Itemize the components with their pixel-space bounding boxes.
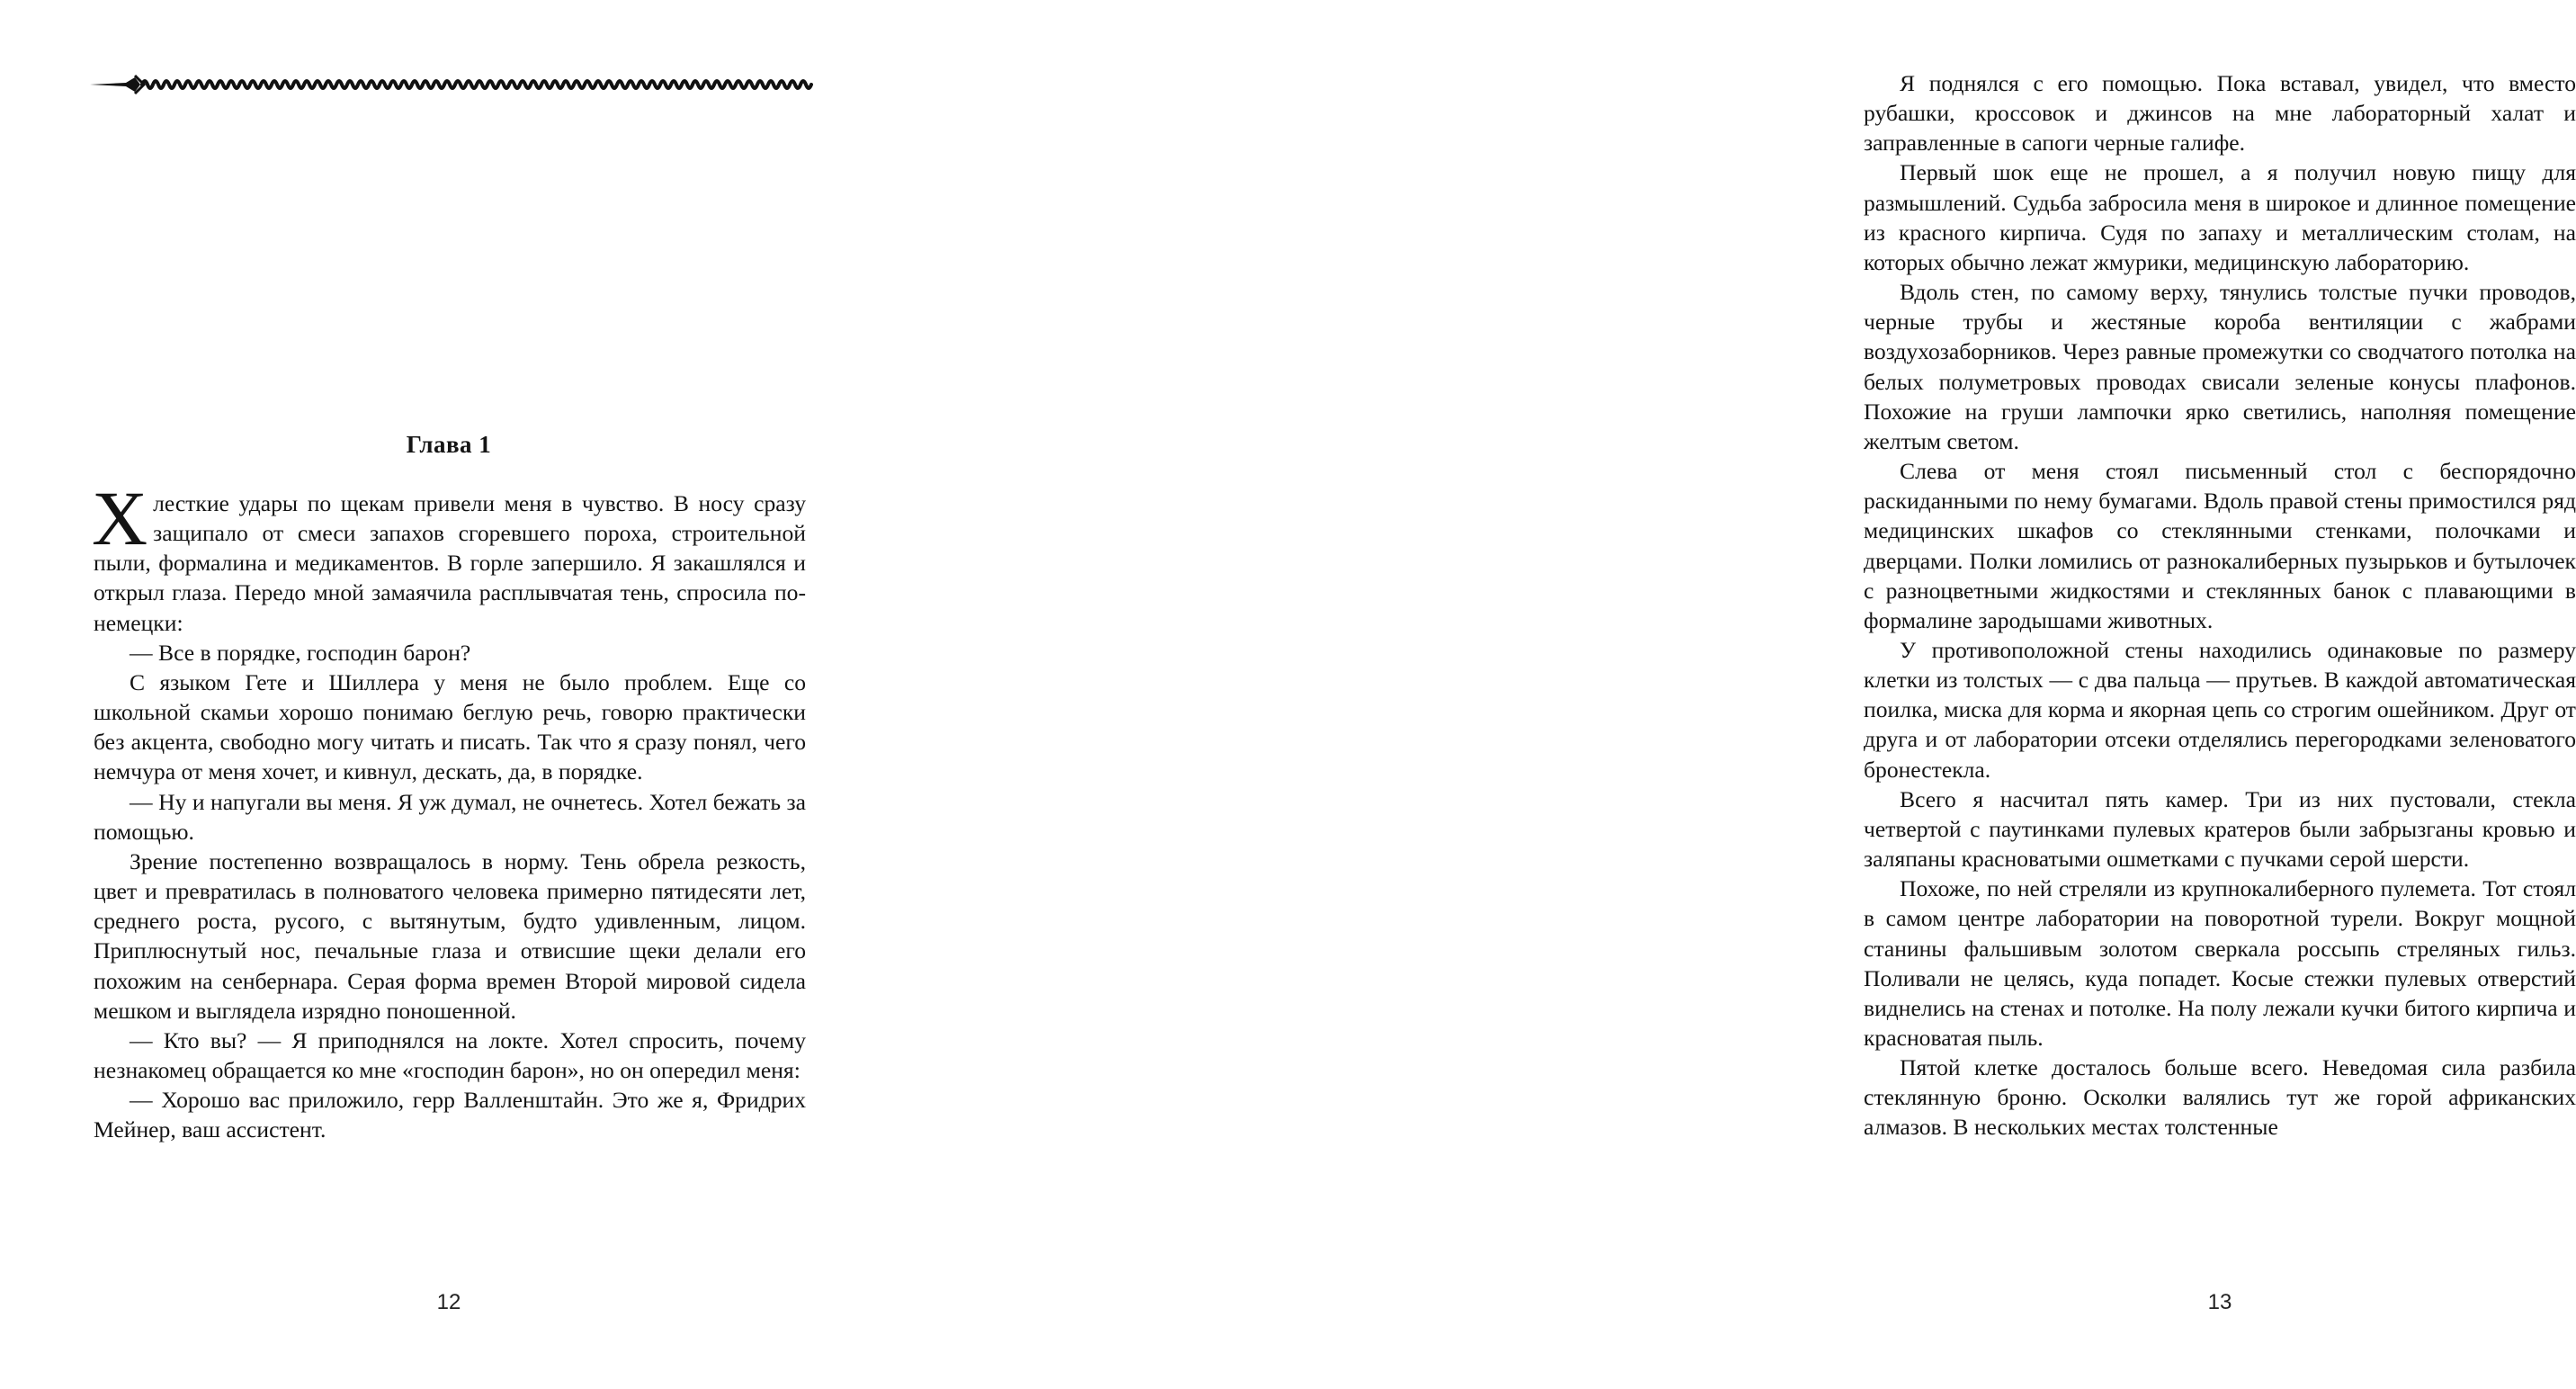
paragraph: Похоже, по ней стреляли из крупнокалиберного пулемета. Тот стоял в самом центре лаборатории на поворотной турели. Вокруг мощной станины фальшивым золотом сверкала россыпь стреляных гильз. Поливали не целясь, куда попадет. Косые стежки пулевых отверстий виднелись на стенах и потолке. На полу лежали кучки битого кирпича и красноватая пыль. — [1864, 875, 2576, 1051]
paragraph: — Хорошо вас приложило, герр Валленштайн. Это же я, Фридрих Мейнер, ваш ассистент. — [94, 1087, 806, 1143]
paragraph: Я поднялся с его помощью. Пока вставал, увидел, что вместо рубашки, кроссовок и джинсов на мне лабораторный халат и заправленные в сапоги черные галифе. — [1864, 70, 2576, 157]
right-page-text — [1864, 68, 2576, 1143]
paragraph: У противоположной стены находились одинаковые по размеру клетки из толстых — с два пальца — прутьев. В каждой автоматическая поилка, миска для корма и якорная цепь со строгим ошейником. Друг от друга и от лаборатории отсеки отделялись перегородками зеленоватого бронестекла. — [1864, 636, 2576, 783]
paragraph: Зрение постепенно возвращалось в норму. Тень обрела резкость, цвет и превратилась в полноватого человека примерно пятидесяти лет, среднего роста, русого, с вытянутым, будто удивленным, лицом. Приплюснутый нос, печальные глаза и отвисшие щеки делали его похожим на сенбернара. Серая форма времен Второй мировой сидела мешком и выглядела изрядно поношенной. — [94, 847, 806, 1024]
chapter-title: Глава 1 — [406, 431, 492, 458]
page-number-right: 13 — [2207, 1290, 2232, 1314]
paragraph-text: лесткие удары по щекам привели меня в чувство. В носу сразу защипало от смеси запахов сгоревшего пороха, строительной пыли, формалина и медикаментов. В горле запершило. Я закашлялся и открыл глаза. Передо мной замаячила расплывчатая тень, спросила по-немецки: — [94, 490, 806, 636]
right-page — [885, 0, 2576, 1389]
paragraph: Пятой клетке досталось больше всего. Неведомая сила разбила стеклянную броню. Осколки валялись тут же горой африканских алмазов. В нескольких местах толстенные — [1864, 1054, 2576, 1141]
left-page — [0, 0, 885, 1389]
page-number-left: 12 — [436, 1290, 461, 1314]
paragraph: — Все в порядке, господин барон? — [130, 639, 471, 666]
paragraph: — Ну и напугали вы меня. Я уж думал, не очнетесь. Хотел бежать за помощью. — [94, 788, 806, 845]
paragraph: С языком Гете и Шиллера у меня не было проблем. Еще со школьной скамьи хорошо понимаю беглую речь, говорю практически без акцента, свободно могу читать и писать. Так что я сразу понял, чего немчура от меня хочет, и кивнул, дескать, да, в порядке. — [94, 668, 806, 785]
paragraph: Всего я насчитал пять камер. Три из них пустовали, стекла четвертой с паутинками пулевых кратеров были забрызганы кровью и заляпаны красноватыми ошметками с пучками серой шерсти. — [1864, 785, 2576, 873]
header-ornament — [90, 72, 809, 97]
paragraph: Первый шок еще не прошел, а я получил новую пищу для размышлений. Судьба забросила меня в широкое и длинное помещение из красного кирпича. Судя по запаху и металлическим столам, на которых обычно лежат жмурики, медицинскую лабораторию. — [1864, 159, 2576, 275]
paragraph: — Кто вы? — Я приподнялся на локте. Хотел спросить, почему незнакомец обращается ко мне «господин барон», но он опередил меня: — [94, 1026, 806, 1083]
drop-cap: Х — [92, 475, 148, 561]
left-page-text — [92, 475, 806, 1144]
paragraph: Вдоль стен, по самому верху, тянулись толстые пучки проводов, черные трубы и жестяные короба вентиляции с жабрами воздухозаборников. Через равные промежутки со сводчатого потолка на белых полуметровых проводах свисали зеленые конусы плафонов. Похожие на груши лампочки ярко светились, наполняя помещение желтым светом. — [1864, 279, 2576, 454]
paragraph: Слева от меня стоял письменный стол с беспорядочно раскиданными по нему бумагами. Вдоль правой стены примостился ряд медицинских шкафов со стеклянными стенками, полочками и дверцами. Полки ломились от разнокалиберных пузырьков и бутылочек с разноцветными жидкостями и стеклянных банок с плавающими в формалине зародышами животных. — [1864, 458, 2576, 633]
paragraph — [92, 475, 806, 638]
